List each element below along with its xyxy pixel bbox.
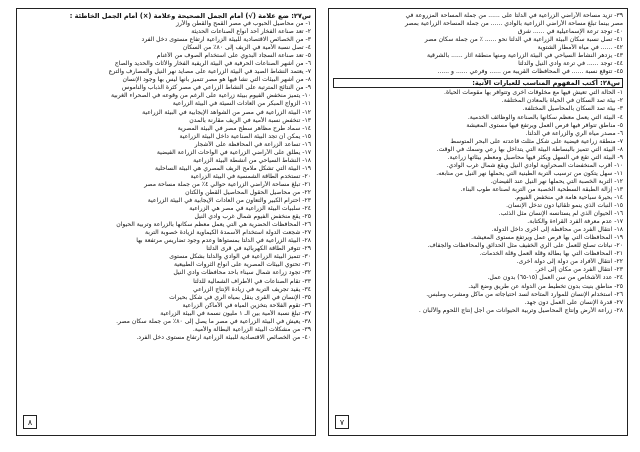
statement-line: ١٦- الحيوان الذي لم يستأنسه الإنسان مثل الذئب. [498,210,623,218]
statement-line: ٢٩- تتوفر الطاقة الكهربائية في قرى الدلتا [206,245,311,253]
statement-line: ٤١- تصل نسبة سكان البيئة الزراعية في الدلتا نحو ...... ٪ من جملة سكان مصر [424,36,623,44]
statement-line: ٣٩- من مشكلات البيئة الزراعية البطالة والأمية. [192,325,311,333]
statement-line: ٤٥- تتوقع نسبة ...... في المحافظات القريبة من ...... وفرعي ...... و ...... [437,68,623,76]
statement-line: ٢٧- شجعت الدولة استخدام الأسمدة الكيماوية لزيادة خصوبة التربة [144,229,311,237]
statement-line: ٢٤- عدد الأشخاص من سن العمل (١٥-٦٥) بدون عمل. [487,274,623,282]
statement-line: ١١- سهل يتكون من ترسيب التربة الطينية التي يحملها نهر النيل من منابعه. [436,169,623,177]
statement-line: ٢- تعد صناعة الفخار أحد أنواع الصناعات الحديثة [191,28,311,36]
statement-line: ٢٨- زراعة الأرض وإنتاج المحاصيل وتربية الحيوانات من أجل إنتاج اللحوم والألبان . [418,306,623,314]
statement-line: ٧- منطقة زراعية فيضية على شكل مثلث قاعدته على البحر المتوسط [450,137,623,145]
statement-line: ٢٦- استخدام الإنسان للموارد المتاحة لسد احتياجاته من مأكل ومشرب وملبس. [426,290,623,298]
statement-line: ٤- تصل نسبة الأمية في الريف إلى ٨٠٪ من السكان [182,44,311,52]
statement-line: ٣٣- تقام الصناعات في الأطراف الشمالية للدلتا [193,277,311,285]
statement-line: ٤٢- ...... في مياه الأمطار الشتوية [537,44,623,52]
statement-line: ٣- بيئة تمد السكان بالمحاصيل المختلفة. [522,105,623,113]
question-28-title: س٢٨: أكتب المفهوم المناسب للعبارات الآتية: [333,78,623,88]
statement-line: ١٢- التربة الخصبة التي يحملها نهر النيل عند الفيضان. [490,177,623,185]
worksheet-page-right [328,8,628,436]
statement-line: ٤٤- توجد ...... في ترعة وادي النيل والدلتا [518,60,623,68]
statement-line: ٢٥- يقع منخفض الفيوم شمال غرب وادي النيل [194,213,311,221]
statement-line: ١٤- بحيرة سياحية هامة في منخفض الفيوم. [514,193,623,201]
page-number-badge: ٨ [23,415,37,429]
statement-line: ٤٠- توجد ترعة الإسماعيلية في ...... شرق [517,28,623,36]
statement-line: ١٥- النبات الذي ينمو تلقائياً دون تدخل الإنسان. [506,202,623,210]
statement-line: مصر بينما تبلغ مساحة الأراضي الزراعية بالوادي ...... من جملة المساحة الزراعية بمصر [404,20,623,28]
statement-line: ١٨- انتقال الفرد من محافظة إلى أخرى داخل الدولة. [491,226,623,234]
question-27-statements [21,20,311,342]
statement-line: ٤- البيئة التي يعمل معظم سكانها بالصناعة والوظائف الخدمية. [467,113,623,121]
statement-line: ٣٧- تبلغ نسبة الأمية بين الـ ١ مليون نسمة في البيئة الزراعية [160,309,311,317]
question-28-definitions [333,89,623,314]
statement-line: ٢٨- البيئة الزراعية في الدلتا بمستواها وعدم وجود تضاريس مرتفعة بها [136,237,311,245]
statement-line: ٨- من أشهر البيئات التي نشأ فيها هو مصر تتميز بأنها ليس بها وجود الإنسان [122,76,311,84]
statement-line: ٢٦- المحافظات الحضرية هي التي يعمل معظم سكانها بالزراعة وتربية الحيوان [116,221,311,229]
statement-line: ٢٠- نباتات تصلح للعمل على الري الخفيف مثل الحدائق والمحافظات والجفاف. [427,242,623,250]
statement-line: ٢- بيئة تمد السكان في الحياة بالمعادن المختلفة. [501,97,623,105]
statement-line: ١٤- سماد طرح مظاهر سطح مصر في البيئة المصرية [177,124,311,132]
statement-line: ٧- يعتمد النشاط الصيد في البيئة الزراعية على مصايد نهر النيل والمصارف والترع [108,68,311,76]
statement-line: ٥- تعد صناعة السجاد البدوي على استخدام الصوف من الأغنام [156,52,311,60]
statement-line: ٢١- المحافظات التي بها بطالة وقلة العمل وقلة الخدمات. [479,250,623,258]
statement-line: ٩- من النتائج المترتبة على النشاط الزراعي في مصر كثرة الذباب والناموس [121,84,311,92]
page-number-badge: ٧ [335,415,349,429]
statement-line: ١٠- أقرب المنخفضات الصحراوية لوادي النيل ويقع شمال غرب الوادي. [446,161,623,169]
fill-blank-statements [333,12,623,76]
statement-line: ١٧- عدم معرفة الفرد القراءة والكتابة. [527,218,623,226]
statement-line: ٣- من الخصائص الاقتصادية للبيئة الزراعية ارتفاع مستوى دخل الفرد [141,36,311,44]
statement-line: ٢٧- قدرة الإنسان على العمل دون جهد. [524,298,623,306]
statement-line: ٣٩- تزيد مساحة الأراضي الزراعية في الدلتا على ...... من جملة المساحة المزروعة في [405,12,623,19]
statement-line: ١٣- إزالة الطبقة السطحية الخصبة من التربة لصناعة طوب البناء. [460,185,623,193]
statement-line: ١- الحالة التي تعيش فيها مع مخلوقات أخرى وتتوافر بها مقومات الحياة. [444,89,623,97]
statement-line: ٦- مصدر مياه الري والزراعة في الدلتا. [525,129,623,137]
statement-line: ٥- مناطق تتوافر فيها فرص العمل ويرتفع فيها مستوى المعيشة [466,121,623,129]
statement-line: ٨- البيئة التي تتميز بالبساطة البيئة التي يتداخل بها رعي وسمك في الوقت. [436,145,623,153]
statement-line: ٣٤- يفيد تجريف التربة في زيادة الإنتاج الزراعي [193,285,311,293]
statement-line: ١٧- يطلق على الأراضي الزراعية في الواحات الزراعة الفيضية [156,148,311,156]
statement-line: ٢٢- من محاصيل الحقول المحاصيل القطن والكتان [185,188,311,196]
statement-line: ٣٥- الإنسان في القرى ينقل بمياه الري في شكل بحيرات [169,293,311,301]
statement-line: ١٩- المحافظات التي بها فرص عمل ويرتفع مستوى المعيشة. [471,234,623,242]
statement-line: ١٦- تساعد الزراعة في المحافظة على الأشجار [194,140,311,148]
statement-line: ٦- من أشهر الصناعات الحرفية في البيئة الريفية الفخار والأثاث والحديد والصاج [114,60,311,68]
statement-line: ١٣- تنخفض نسبة الأمية في الريف مقارنة بالمدن [189,116,311,124]
statement-line: ١١- الزواج المبكر من العادات السيئة في البيئة الزراعية [172,100,311,108]
statement-line: ٣٨- يعيش في البيئة الزراعية في مصر ما يصل إلى ٨٠٪ من جملة سكان مصر. [116,317,311,325]
statement-line: ٢٢- انتقال الأفراد من دولة إلى دولة أخرى. [516,258,623,266]
statement-line: ١٠- يتميز منخفض الفيوم ببيئة زراعية على الرغم من وقوعه في الصحراء الغربية [110,92,311,100]
statement-line: ٣١- تحتوي البيئات المصرية على أنواع الثروات الطبيعية [173,261,311,269]
statement-line: ٣٠- تتميز البيئة الزراعية في الوادي والدلتا بشكل مستوى [169,253,311,261]
statement-line: ٢٥- مناطق بنيت بدون تخطيط من الدولة عن طريق وضع اليد. [468,282,623,290]
worksheet-page-left [16,8,316,436]
statement-line: ١٨- النشاط السياحي من أنشطة البيئة الزراعية [193,156,311,164]
question-27-title: س٢٧: ضع علامة (√) أمام الجمل الصحيحة وعلامة (×) أمام الجمل الخاطئة : [69,12,311,20]
statement-line: ٢٠- تستخدم الطاقة الشمسية في البيئة الزراعية [190,172,311,180]
statement-line: ٢٣- انتقال الفرد من مكان إلى آخر. [535,266,623,274]
statement-line: ٢٣- احترام الكبير والتعاون من العادات الإيجابية في البيئة الزراعية [147,197,311,205]
statement-line: ٣٦- تقوم الفلاحة بتخزين المياه في الأماكن الزراعية [182,301,311,309]
statement-line: ١٥- يمكن أن تجد البيئة الصناعية داخل البيئة الزراعية [179,132,311,140]
statement-line: ٩- البيئة التي تقع في السهل ويكثر فيها محاصيل ومعظم بيئاتها زراعية. [447,153,623,161]
statement-line: ٤٣- يزدهر النشاط السياحي في البيئة الزراعية ومنها منطقة آثار ...... بالشرقية [426,52,623,60]
statement-line: ١- من محاصيل الحبوب في مصر القمح والقطن والأرز [176,20,311,27]
statement-line: ١٩- البيئة التي تشكل ملامح الريف المصري هي البيئة الساحلية [155,164,311,172]
statement-line: ٢١- تبلغ مساحة الأراضي الزراعية حوالي ٤٪ من جملة مساحة مصر [144,180,311,188]
statement-line: ١٢- البيئة الزراعية في مصر من الشواهد الإيجابية في البيئة الزراعية [142,108,311,116]
statement-line: ٢٤- سلبيات البيئة الزراعية في مصر هي الزراعية [189,205,311,213]
statement-line: ٤٠- من الخصائص الاقتصادية للبيئة الزراعية ارتفاع مستوى دخل الفرد. [136,333,311,341]
statement-line: ٣٢- تجود زراعة شمال سيناء بأحد محافظات وادي النيل [173,269,311,277]
